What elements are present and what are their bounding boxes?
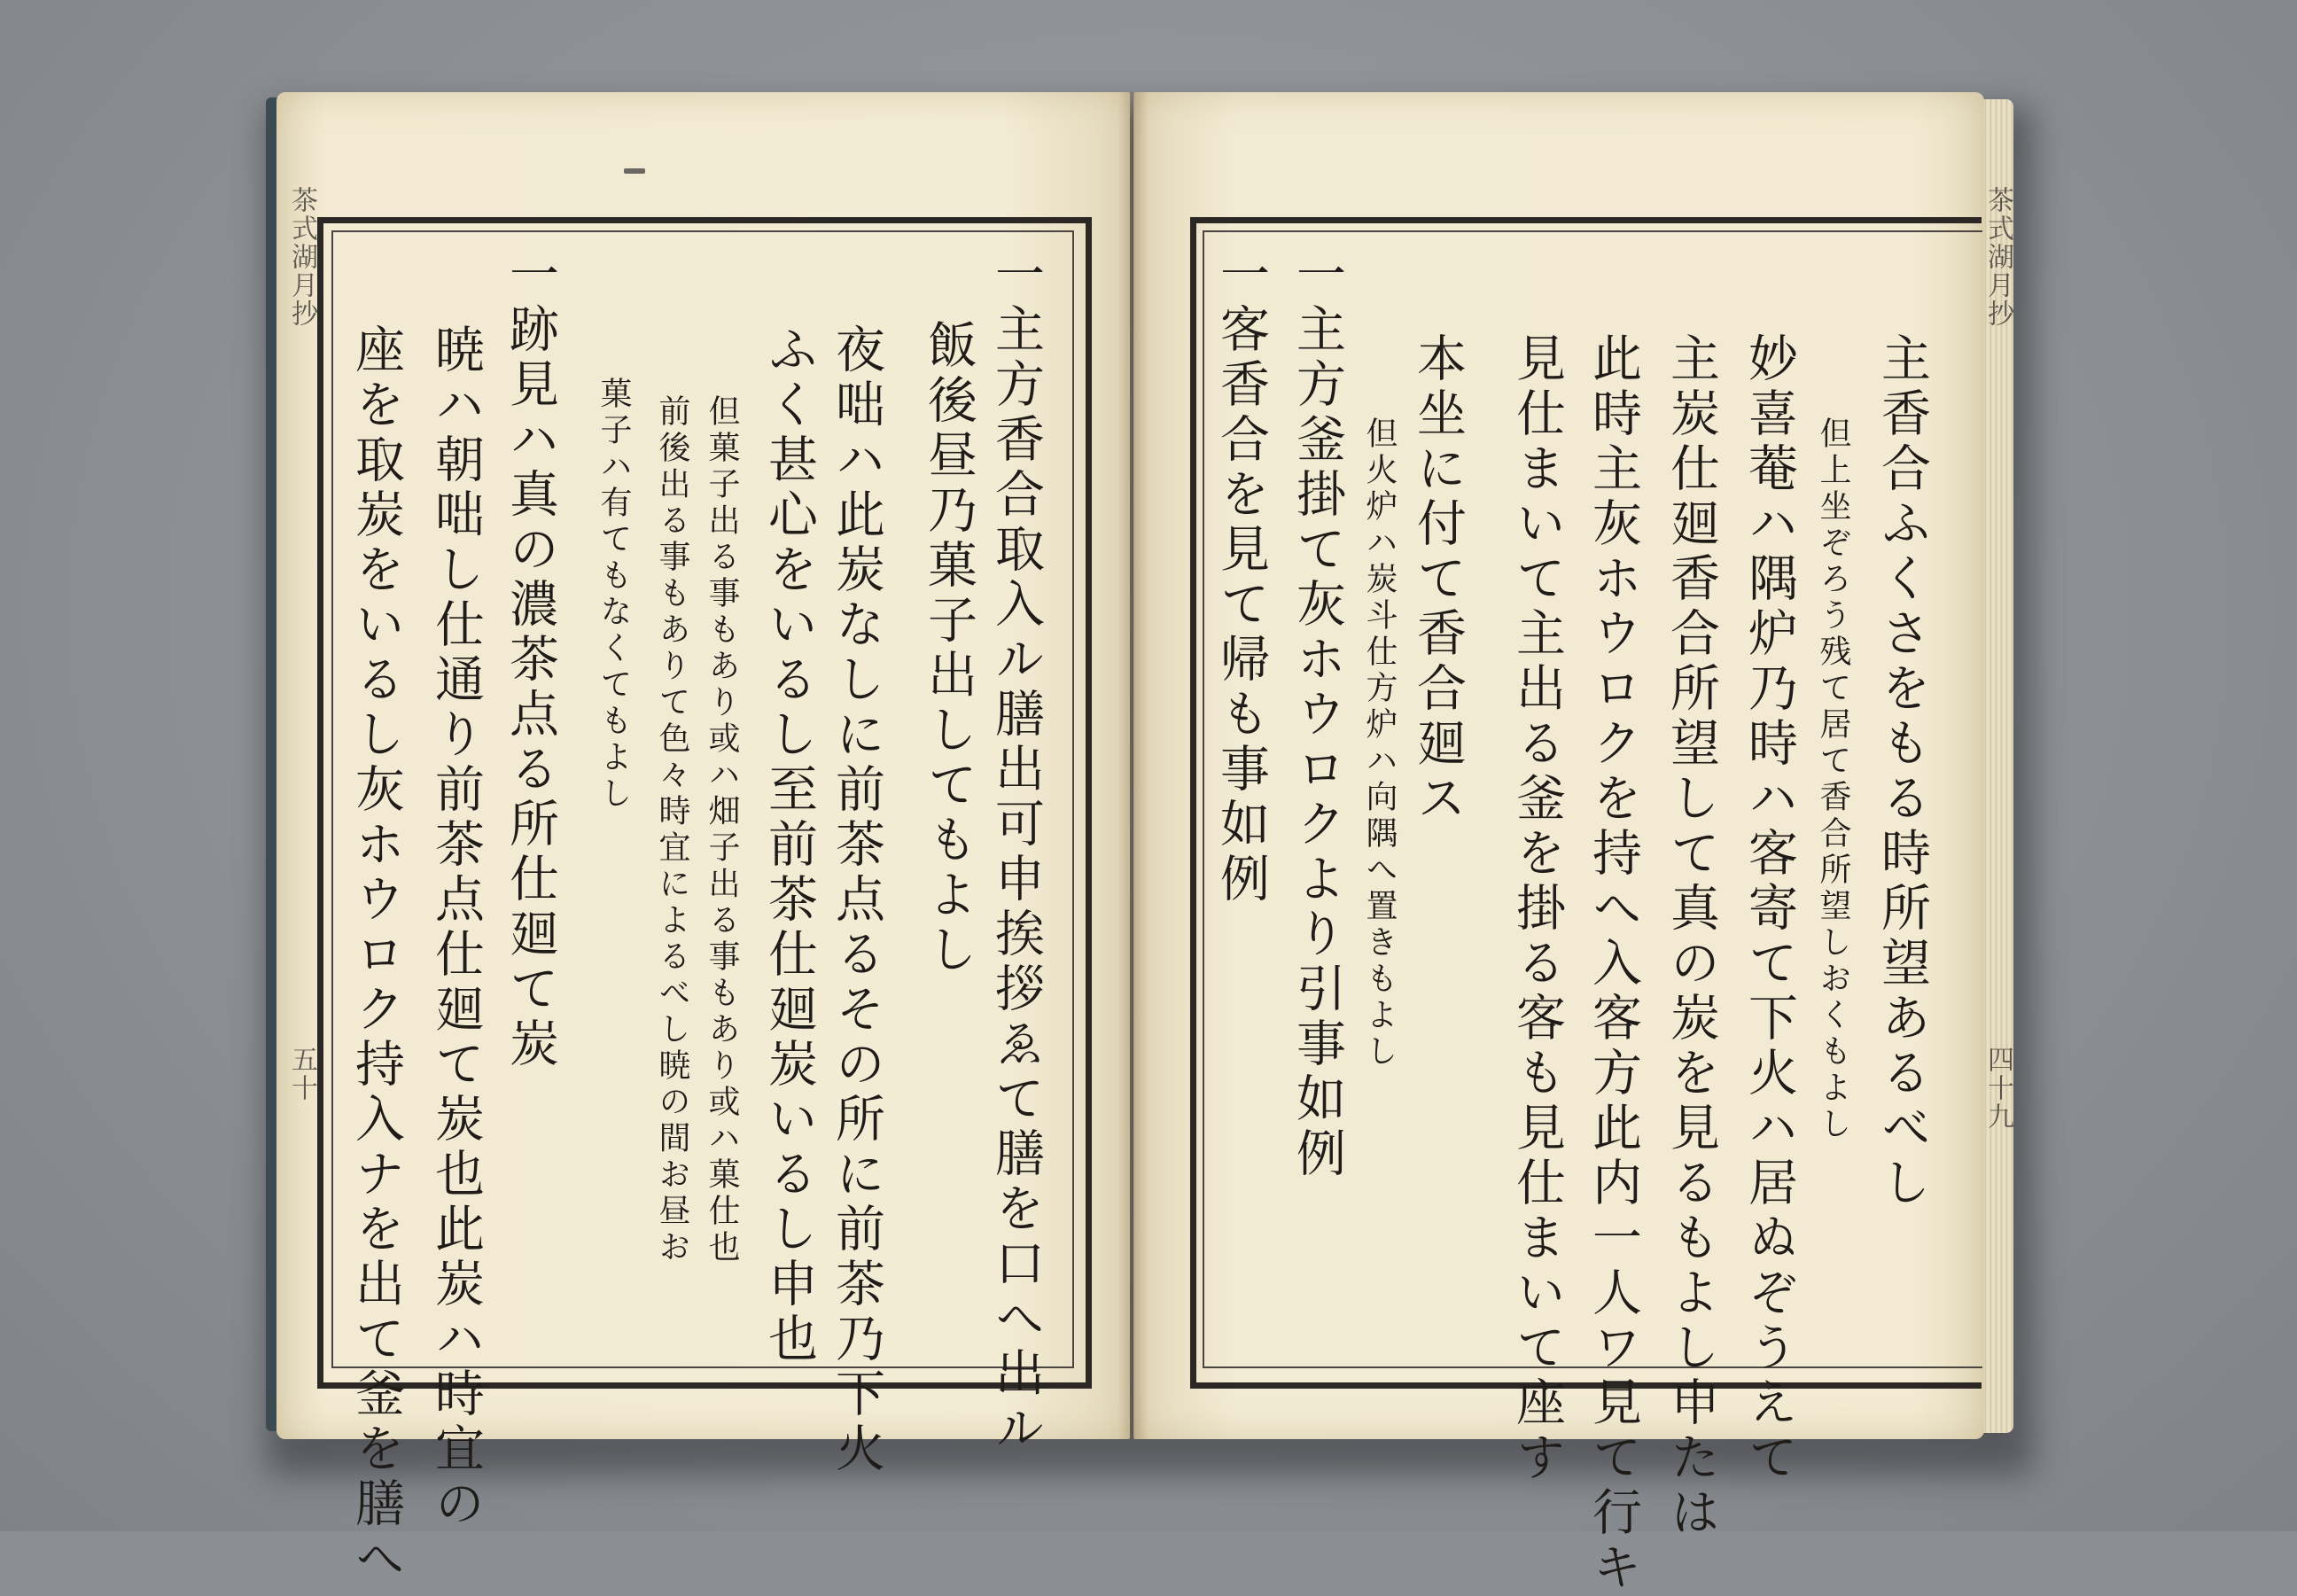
text-column: 但菓子出る事もあり或ハ畑子出る事もあり或ハ菓仕也 xyxy=(704,394,740,1266)
text-column: 見仕まいて主出る釜を掛る客も見仕まいて座す xyxy=(1508,332,1566,1486)
text-column: 一客香合を見て帰も事如例 xyxy=(1212,248,1270,907)
left-hanshin-number: 五十 xyxy=(286,1046,317,1102)
text-column: 夜咄ハ此炭なしに前茶点るその所に前茶乃下火 xyxy=(828,323,885,1477)
text-column: 暁ハ朝咄し仕通り前茶点仕廻て炭也此炭ハ時宜の xyxy=(427,323,485,1532)
text-column: 飯後昼乃菓子出してもよし xyxy=(920,319,977,978)
ink-mark xyxy=(624,168,645,174)
text-column: 妙喜菴ハ隅炉乃時ハ客寄て下火ハ居ぬぞうえて xyxy=(1740,332,1798,1486)
text-column: 一主方香合取入ル膳出可申挨拶ゑて膳を口へ出ル xyxy=(987,248,1045,1457)
right-hanshin-number: 四十九 xyxy=(1982,1046,2013,1131)
text-column: 但火炉ハ炭斗仕方炉ハ向隅へ置きもよし xyxy=(1361,417,1398,1070)
text-column: ふく甚心をいるし至前茶仕廻炭いるし申也 xyxy=(760,323,818,1367)
text-column: 主香合ふくさをもる時所望あるべし xyxy=(1873,332,1931,1211)
text-column: 座を取炭をいるし灰ホウロク持入ナを出て釜を膳へ xyxy=(347,323,405,1587)
left-hanshin-title: 茶式湖月抄 xyxy=(286,186,317,328)
book-gutter xyxy=(1118,92,1148,1439)
text-column: 一主方釜掛て灰ホウロクより引事如例 xyxy=(1289,248,1346,1182)
text-column: 一跡見ハ真の濃茶点る所仕廻て炭 xyxy=(502,248,559,1072)
text-column: 菓子ハ有てもなくてもよし xyxy=(596,377,632,813)
text-column: 此時主灰ホウロクを持へ入客方此内一人ワ見て行キ xyxy=(1585,332,1642,1596)
right-hanshin-title: 茶式湖月抄 xyxy=(1982,186,2013,328)
text-column: 本坐に付て香合廻ス xyxy=(1409,332,1467,827)
text-column: 主炭仕廻香合所望して真の炭を見るもよし申たは xyxy=(1662,332,1720,1541)
text-column: 前後出る事もありて色々時宜によるべし暁の間お昼お xyxy=(654,394,690,1266)
text-column: 但上坐ぞろう残て居て香合所望しおくもよし xyxy=(1815,417,1851,1143)
